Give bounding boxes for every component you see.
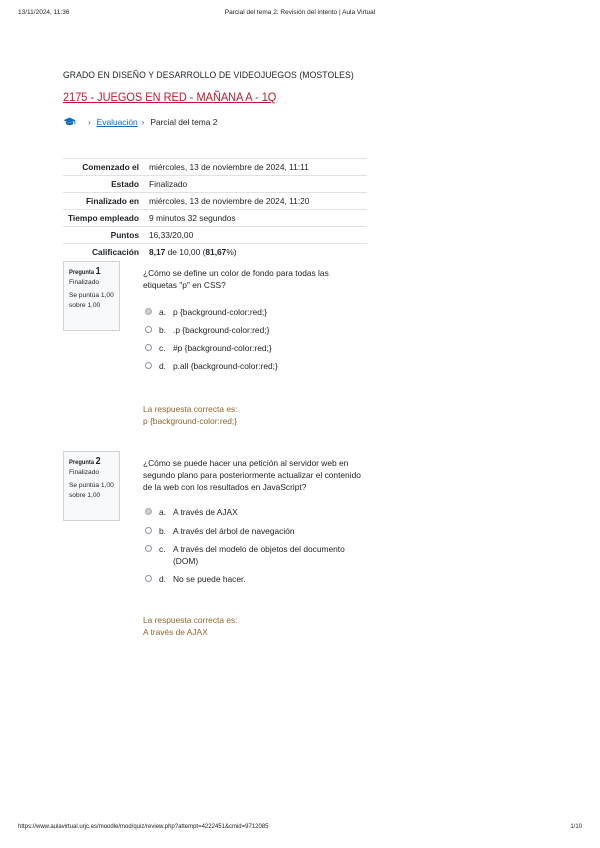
summary-label: Finalizado en: [63, 193, 145, 210]
feedback-label: La respuesta correcta es:: [143, 615, 238, 625]
answer-letter: a.: [159, 307, 166, 317]
summary-label: Comenzado el: [63, 159, 145, 176]
radio-button[interactable]: [145, 344, 152, 351]
answer-letter: c.: [159, 343, 166, 353]
radio-button[interactable]: [145, 575, 152, 582]
answer-option[interactable]: [145, 324, 358, 336]
answer-text: A través de AJAX: [173, 507, 238, 517]
breadcrumb-evaluacion[interactable]: Evaluación: [96, 117, 138, 127]
question-text: ¿Cómo se define un color de fondo para todas las etiquetas "p" en CSS?: [143, 268, 329, 290]
chevron-right-icon: ›: [88, 117, 91, 127]
answer-text: No se puede hacer.: [173, 574, 246, 584]
grade-percent: 81,67: [205, 247, 227, 257]
summary-label: Estado: [63, 176, 145, 193]
summary-label: Tiempo empleado: [63, 210, 145, 227]
correct-answer-feedback: [143, 614, 238, 638]
course-code-link[interactable]: 2175 - JUEGOS EN RED - MAÑANA A - 1Q: [63, 90, 277, 104]
radio-button[interactable]: [145, 545, 152, 552]
summary-row-grade: [63, 244, 367, 261]
feedback-answer: A través de AJAX: [143, 627, 208, 637]
answer-option[interactable]: [145, 342, 358, 354]
summary-row: [63, 193, 367, 210]
print-date: 13/11/2024, 11:36: [18, 9, 70, 16]
summary-row: [63, 227, 367, 244]
feedback-answer: p {background-color:red;}: [143, 416, 238, 426]
summary-label: Puntos: [63, 227, 145, 244]
answer-text: A través del árbol de navegación: [173, 526, 295, 536]
question-info-box: [63, 261, 120, 331]
summary-value: 16,33/20,00: [145, 227, 367, 244]
answer-letter: d.: [159, 361, 166, 371]
answer-letter: b.: [159, 325, 166, 335]
answer-option[interactable]: [145, 573, 358, 585]
radio-button[interactable]: [145, 527, 152, 534]
radio-button[interactable]: [145, 326, 152, 333]
question-text: ¿Cómo se puede hacer una petición al servidor web en segundo plano para posteriormente actualizar el contenido de la web con los resultados en JavaScript?: [143, 458, 361, 492]
answer-letter: b.: [159, 526, 166, 536]
answer-letter: d.: [159, 574, 166, 584]
question-number: Pregunta 1: [69, 265, 101, 277]
answer-text: .p {background-color:red;}: [173, 325, 270, 335]
question-status: Finalizado: [69, 279, 100, 286]
chevron-right-icon: ›: [141, 117, 145, 127]
course-name: GRADO EN DISEÑO Y DESARROLLO DE VIDEOJUEGOS (MOSTOLES): [63, 70, 354, 81]
radio-button[interactable]: [145, 308, 152, 315]
summary-label: Calificación: [63, 244, 145, 261]
question-score: Se puntúa 1,00 sobre 1,00: [69, 292, 114, 309]
answer-text: #p {background-color:red;}: [173, 343, 272, 353]
answer-option[interactable]: [145, 543, 358, 567]
question-info-box: [63, 451, 120, 521]
attempt-summary-table: [63, 158, 367, 260]
print-footer: [18, 824, 582, 834]
answer-option[interactable]: [145, 306, 358, 318]
grade-value: 8,17 de 10,00 (81,67%): [145, 244, 367, 261]
graduation-cap-icon[interactable]: [63, 117, 76, 127]
grade-of: de 10,00: [167, 247, 201, 257]
radio-button[interactable]: [145, 508, 152, 515]
print-page-number: 1/10: [570, 824, 582, 830]
summary-value: miércoles, 13 de noviembre de 2024, 11:20: [145, 193, 367, 210]
summary-value: Finalizado: [145, 176, 367, 193]
answer-text: A través del modelo de objetos del documento (DOM): [173, 544, 345, 566]
answer-option[interactable]: [145, 360, 358, 372]
summary-value: miércoles, 13 de noviembre de 2024, 11:11: [145, 159, 367, 176]
feedback-label: La respuesta correcta es:: [143, 404, 238, 414]
question-number: Pregunta 2: [69, 455, 101, 467]
grade-score: 8,17: [149, 247, 166, 257]
breadcrumb-current: Parcial del tema 2: [150, 117, 218, 127]
question-score: Se puntúa 1,00 sobre 1,00: [69, 482, 114, 499]
summary-row: [63, 210, 367, 227]
answer-option[interactable]: [145, 525, 358, 537]
answer-text: p.all {background-color:red;}: [173, 361, 278, 371]
question-status: Finalizado: [69, 469, 100, 476]
answer-text: p {background-color:red;}: [173, 307, 268, 317]
answer-letter: c.: [159, 544, 166, 554]
print-title: Parcial del tema 2: Revisión del intento | Aula Virtual: [224, 9, 376, 16]
answer-option[interactable]: [145, 506, 358, 518]
correct-answer-feedback: [143, 403, 238, 427]
summary-row: [63, 159, 367, 176]
summary-value: 9 minutos 32 segundos: [145, 210, 367, 227]
answer-letter: a.: [159, 507, 166, 517]
radio-button[interactable]: [145, 362, 152, 369]
print-url: https://www.aulavirtual.urjc.es/moodle/mod/quiz/review.php?attempt=4222451&cmid=9712085: [18, 824, 269, 830]
print-header: [18, 9, 582, 21]
summary-row: [63, 176, 367, 193]
breadcrumb: [63, 117, 217, 127]
